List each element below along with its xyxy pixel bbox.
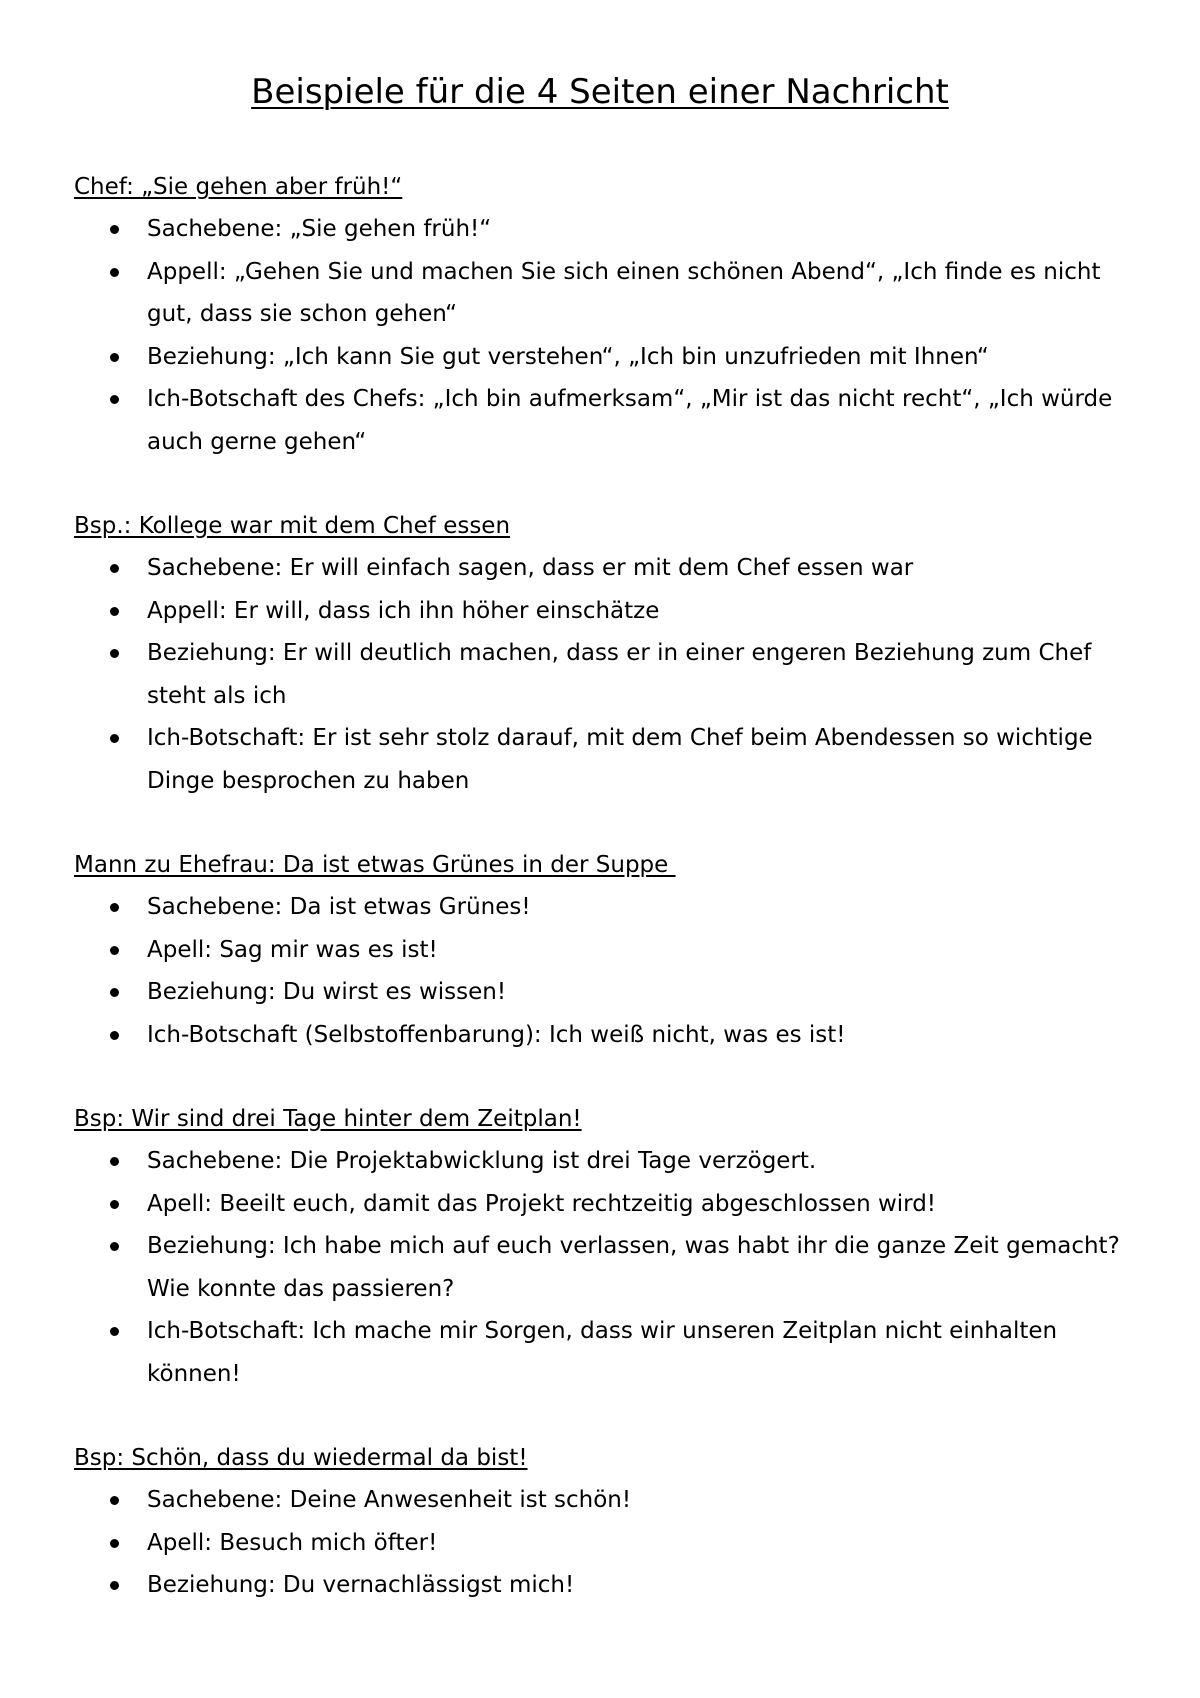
list-item-text: Apell: Sag mir was es ist! <box>147 936 438 963</box>
bullet-icon <box>110 395 119 404</box>
document-title: Beispiele für die 4 Seiten einer Nachricht <box>251 72 949 112</box>
list-item <box>74 1183 1124 1226</box>
list-item <box>74 929 1124 972</box>
bullet-icon <box>110 1327 119 1336</box>
list-item-text: Sachebene: Da ist etwas Grünes! <box>147 894 531 920</box>
bullet-list <box>74 208 1200 463</box>
bullet-icon <box>110 1539 119 1548</box>
list-item-text: Beziehung: „Ich kann Sie gut verstehen“, „Ich bin unzufrieden mit Ihnen“ <box>147 343 989 370</box>
list-item-text: Sachebene: Die Projektabwicklung ist drei Tage verzögert. <box>147 1148 817 1174</box>
bullet-icon <box>110 903 119 912</box>
list-item <box>74 1564 1124 1607</box>
bullet-icon <box>110 564 119 573</box>
list-item <box>74 1310 1124 1395</box>
list-item <box>74 547 1124 590</box>
list-item <box>74 717 1124 802</box>
section-heading: Bsp: Schön, dass du wiedermal da bist! <box>74 1445 528 1471</box>
list-item-text: Ich-Botschaft: Ich mache mir Sorgen, dass wir unseren Zeitplan nicht einhalten können! <box>147 1318 1058 1387</box>
list-item <box>74 971 1124 1014</box>
section-heading: Chef: „Sie gehen aber früh!“ <box>74 174 403 200</box>
example-section-suppe <box>74 844 1200 1056</box>
list-item <box>74 336 1124 379</box>
list-item <box>74 1225 1124 1310</box>
section-heading: Bsp: Wir sind drei Tage hinter dem Zeitplan! <box>74 1106 582 1132</box>
list-item <box>74 886 1124 929</box>
list-item-text: Sachebene: Er will einfach sagen, dass er mit dem Chef essen war <box>147 555 914 581</box>
bullet-list <box>74 1479 1200 1607</box>
bullet-icon <box>110 734 119 743</box>
example-section-kollege <box>74 505 1200 802</box>
bullet-icon <box>110 1581 119 1590</box>
bullet-icon <box>110 988 119 997</box>
list-item <box>74 208 1124 251</box>
bullet-icon <box>110 1496 119 1505</box>
section-heading: Mann zu Ehefrau: Da ist etwas Grünes in der Suppe <box>74 852 676 878</box>
bullet-icon <box>110 607 119 616</box>
bullet-list <box>74 547 1200 802</box>
list-item-text: Beziehung: Du wirst es wissen! <box>147 979 507 1005</box>
list-item <box>74 251 1124 336</box>
list-item <box>74 1140 1124 1183</box>
bullet-list <box>74 1140 1200 1395</box>
bullet-icon <box>110 1242 119 1251</box>
bullet-icon <box>110 1200 119 1209</box>
section-heading: Bsp.: Kollege war mit dem Chef essen <box>74 513 511 539</box>
list-item-text: Sachebene: „Sie gehen früh!“ <box>147 216 492 242</box>
bullet-icon <box>110 946 119 955</box>
bullet-icon <box>110 1157 119 1166</box>
list-item-text: Ich-Botschaft des Chefs: „Ich bin aufmerksam“, „Mir ist das nicht recht“, „Ich würde auch gerne gehen“ <box>147 386 1113 455</box>
list-item-text: Appell: Er will, dass ich ihn höher einschätze <box>147 597 660 624</box>
list-item <box>74 632 1124 717</box>
list-item-text: Apell: Beeilt euch, damit das Projekt rechtzeitig abgeschlossen wird! <box>147 1190 937 1217</box>
list-item <box>74 1014 1124 1057</box>
bullet-icon <box>110 353 119 362</box>
list-item-text: Ich-Botschaft: Er ist sehr stolz darauf, mit dem Chef beim Abendessen so wichtige Dinge besprochen zu haben <box>147 725 1093 794</box>
list-item <box>74 378 1124 463</box>
example-section-chef <box>74 166 1200 463</box>
list-item <box>74 590 1124 633</box>
list-item-text: Apell: Besuch mich öfter! <box>147 1529 438 1556</box>
example-section-besuch <box>74 1437 1200 1607</box>
bullet-list <box>74 886 1200 1056</box>
list-item-text: Beziehung: Du vernachlässigst mich! <box>147 1572 575 1598</box>
list-item-text: Ich-Botschaft (Selbstoffenbarung): Ich weiß nicht, was es ist! <box>147 1021 846 1048</box>
bullet-icon <box>110 225 119 234</box>
list-item <box>74 1479 1124 1522</box>
list-item-text: Beziehung: Ich habe mich auf euch verlassen, was habt ihr die ganze Zeit gemacht? Wie konnte das passieren? <box>147 1233 1120 1302</box>
list-item-text: Beziehung: Er will deutlich machen, dass er in einer engeren Beziehung zum Chef steht als ich <box>147 640 1092 709</box>
list-item-text: Sachebene: Deine Anwesenheit ist schön! <box>147 1487 632 1513</box>
bullet-icon <box>110 1031 119 1040</box>
example-section-zeitplan <box>74 1098 1200 1395</box>
list-item-text: Appell: „Gehen Sie und machen Sie sich einen schönen Abend“, „Ich finde es nicht gut, dass sie schon gehen“ <box>147 258 1101 327</box>
bullet-icon <box>110 649 119 658</box>
bullet-icon <box>110 268 119 277</box>
list-item <box>74 1522 1124 1565</box>
